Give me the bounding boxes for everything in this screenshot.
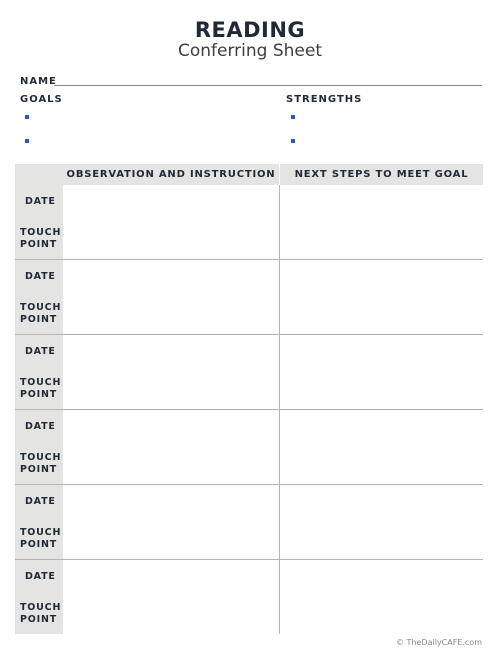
goal-bullet-2 — [25, 139, 29, 143]
table-row — [15, 335, 483, 410]
copyright-footer: © TheDailyCAFE.com — [395, 638, 482, 647]
table-header — [15, 164, 483, 185]
observation-cell[interactable] — [63, 560, 279, 635]
observation-cell[interactable] — [63, 485, 279, 560]
goal-bullet-1 — [25, 115, 29, 119]
table-row — [15, 485, 483, 560]
conferring-table — [15, 164, 483, 634]
date-label: DATE — [25, 346, 56, 357]
name-label: NAME — [20, 76, 57, 87]
date-label: DATE — [25, 571, 56, 582]
date-label: DATE — [25, 196, 56, 207]
touch-point-label: TOUCH POINT — [20, 452, 62, 475]
date-label: DATE — [25, 421, 56, 432]
touch-point-label: TOUCH POINT — [20, 602, 62, 625]
table-row — [15, 185, 483, 260]
touch-point-label: TOUCH POINT — [20, 377, 62, 400]
goals-label: GOALS — [20, 94, 63, 105]
next-steps-cell[interactable] — [280, 335, 483, 410]
column-header-observation: OBSERVATION AND INSTRUCTION — [66, 169, 276, 180]
touch-point-label: TOUCH POINT — [20, 227, 62, 250]
page-title: READING — [194, 18, 306, 42]
column-header-next-steps: NEXT STEPS TO MEET GOAL — [294, 169, 469, 180]
date-label: DATE — [25, 271, 56, 282]
observation-cell[interactable] — [63, 335, 279, 410]
page-subtitle: Conferring Sheet — [177, 41, 322, 61]
strength-bullet-1 — [291, 115, 295, 119]
touch-point-label: TOUCH POINT — [20, 527, 62, 550]
table-row — [15, 260, 483, 335]
next-steps-cell[interactable] — [280, 185, 483, 260]
touch-point-label: TOUCH POINT — [20, 302, 62, 325]
next-steps-cell[interactable] — [280, 485, 483, 560]
strength-bullet-2 — [291, 139, 295, 143]
next-steps-cell[interactable] — [280, 260, 483, 335]
date-label: DATE — [25, 496, 56, 507]
observation-cell[interactable] — [63, 410, 279, 485]
next-steps-cell[interactable] — [280, 560, 483, 635]
table-row — [15, 410, 483, 485]
strengths-label: STRENGTHS — [286, 94, 363, 105]
table-row — [15, 560, 483, 635]
next-steps-cell[interactable] — [280, 410, 483, 485]
name-field[interactable] — [54, 85, 482, 86]
observation-cell[interactable] — [63, 260, 279, 335]
observation-cell[interactable] — [63, 185, 279, 260]
